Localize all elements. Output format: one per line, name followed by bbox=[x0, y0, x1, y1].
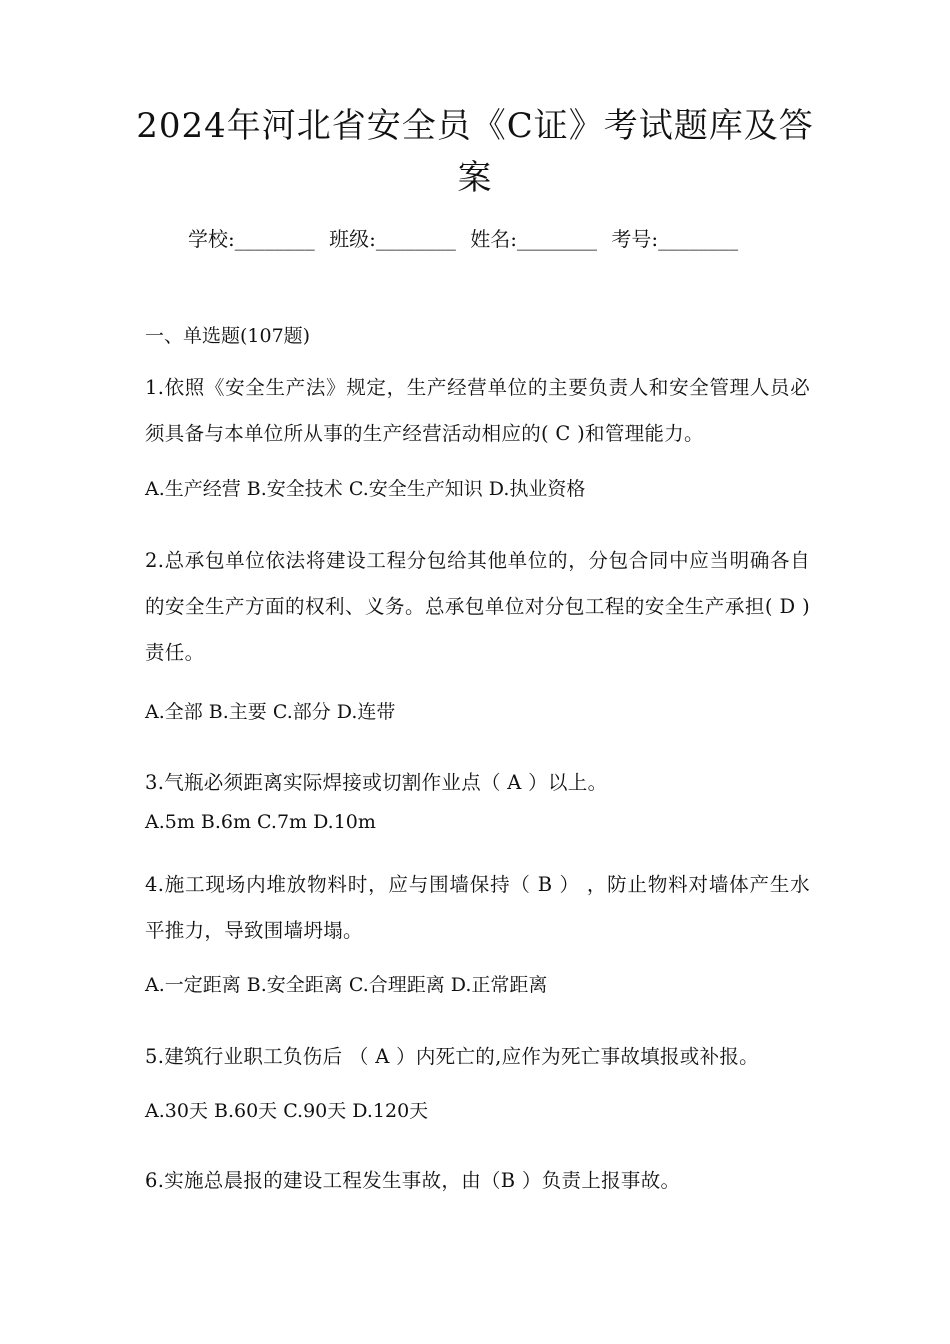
question-5: 5.建筑行业职工负伤后 （ A ）内死亡的,应作为死亡事故填报或补报。 bbox=[145, 1045, 759, 1068]
student-info-line bbox=[188, 223, 746, 252]
question-1: 1.依照《安全生产法》规定，生产经营单位的主要负责人和安全管理人员必须具备与本单位所从事的生产经营活动相应的( C )和管理能力。 bbox=[145, 376, 810, 445]
question-3-options: A.5m B.6m C.7m D.10m bbox=[145, 811, 376, 833]
school-field: 学校:________ bbox=[188, 227, 315, 251]
question-6: 6.实施总晨报的建设工程发生事故，由（B ）负责上报事故。 bbox=[145, 1169, 681, 1192]
name-field: 姓名:________ bbox=[470, 227, 597, 251]
question-5-options: A.30天 B.60天 C.90天 D.120天 bbox=[145, 1100, 429, 1122]
section-heading: 一、单选题(107题) bbox=[145, 325, 311, 347]
question-4: 4.施工现场内堆放物料时，应与围墙保持（ B ） ，防止物料对墙体产生水平推力，导致围墙坍塌。 bbox=[145, 873, 810, 942]
question-3: 3.气瓶必须距离实际焊接或切割作业点（ A ）以上。 bbox=[145, 771, 608, 794]
exam-number-field: 考号:________ bbox=[611, 227, 739, 251]
question-1-options: A.生产经营 B.安全技术 C.安全生产知识 D.执业资格 bbox=[145, 478, 586, 500]
question-2: 2.总承包单位依法将建设工程分包给其他单位的，分包合同中应当明确各自的安全生产方面的权利、义务。总承包单位对分包工程的安全生产承担( D )责任。 bbox=[145, 549, 810, 664]
question-4-options: A.一定距离 B.安全距离 C.合理距离 D.正常距离 bbox=[145, 974, 548, 996]
document-title: 2024年河北省安全员《C证》考试题库及答案 bbox=[136, 106, 814, 198]
class-field: 班级:________ bbox=[329, 227, 456, 251]
question-2-options: A.全部 B.主要 C.部分 D.连带 bbox=[145, 701, 396, 723]
